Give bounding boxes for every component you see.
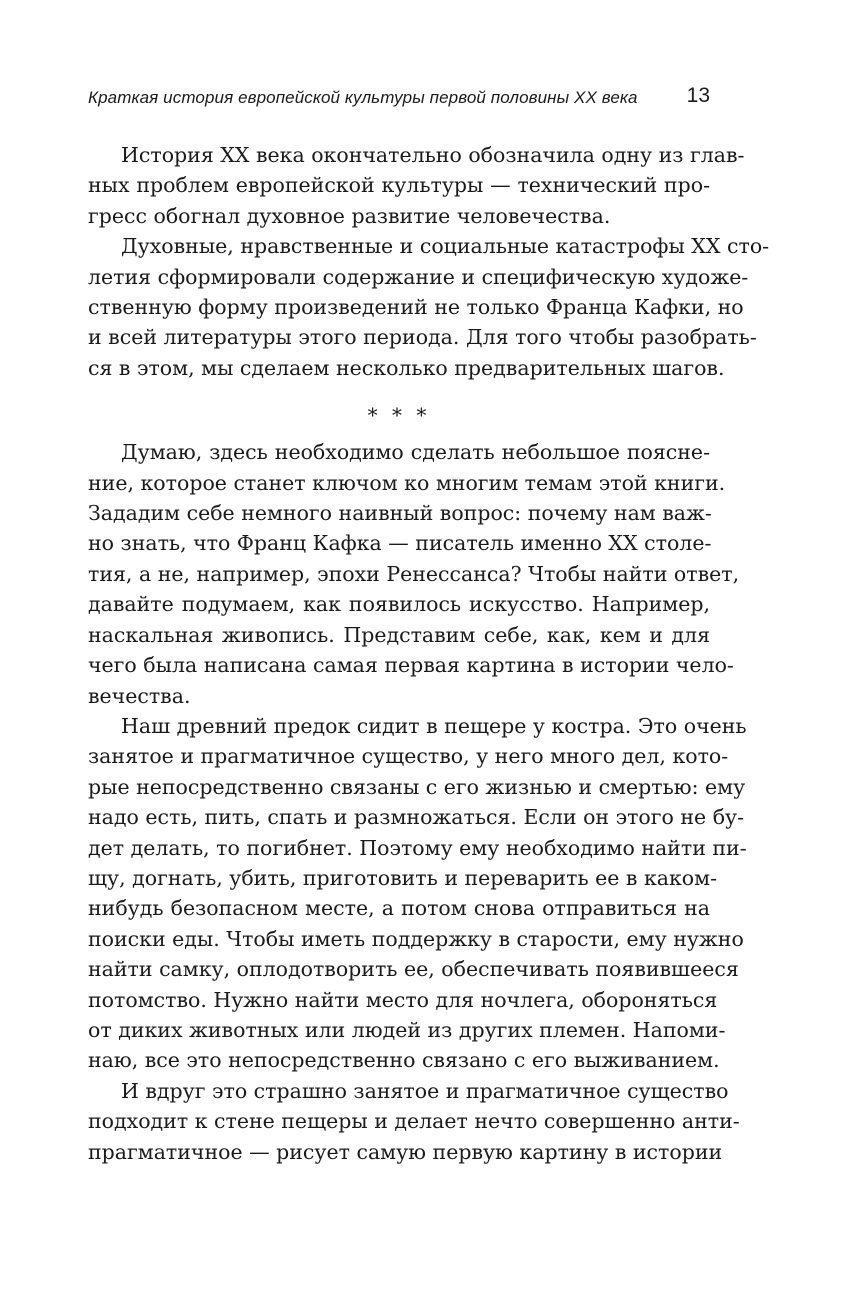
text-line: Наш древний предок сидит в пещере у костра. Это очень xyxy=(121,713,747,738)
text-line: Духовные, нравственные и социальные катастрофы XX сто- xyxy=(121,234,770,259)
text-line: прагматичное — рисует самую первую картину в истории xyxy=(88,1139,723,1164)
text-line: наскальная живопись. Представим себе, как, кем и для xyxy=(88,622,710,647)
text-line: Зададим себе немного наивный вопрос: почему нам важ- xyxy=(88,501,712,526)
text-line: поиски еды. Чтобы иметь поддержку в старости, ему нужно xyxy=(88,926,744,951)
text-line: И вдруг это страшно занятое и прагматичное существо xyxy=(121,1078,729,1103)
text-line: занятое и прагматичное существо, у него много дел, кото- xyxy=(88,744,729,769)
text-line: рые непосредственно связаны с его жизнью и смертью: ему xyxy=(88,774,746,799)
text-line: чего была написана самая первая картина в истории чело- xyxy=(88,653,734,678)
text-line: ственную форму произведений не только Франца Кафки, но xyxy=(88,295,744,320)
text-line: летия сформировали содержание и специфическую художе- xyxy=(88,264,749,289)
running-head xyxy=(88,84,710,114)
text-line: дет делать, то погибнет. Поэтому ему необходимо найти пи- xyxy=(88,835,747,860)
text-line: щу, догнать, убить, приготовить и переварить ее в каком- xyxy=(88,865,718,890)
paragraph-2 xyxy=(88,231,770,383)
text-line: ние, которое станет ключом ко многим темам этой книги. xyxy=(88,470,726,495)
running-title: Краткая история европейской культуры первой половины XX века xyxy=(88,88,638,107)
text-line: тия, а не, например, эпохи Ренессанса? Чтобы найти ответ, xyxy=(88,561,740,586)
text-line: гресс обогнал духовное развитие человечества. xyxy=(88,203,611,228)
text-line: наю, все это непосредственно связано с его выживанием. xyxy=(88,1048,720,1073)
text-line: но знать, что Франц Кафка — писатель именно XX столе- xyxy=(88,531,712,556)
text-line: подходит к стене пещеры и делает нечто совершенно анти- xyxy=(88,1109,740,1134)
text-line: Думаю, здесь необходимо сделать небольшое поясне- xyxy=(121,440,710,465)
section-separator: * * * xyxy=(367,403,431,428)
text-line: от диких животных или людей из других племен. Напоми- xyxy=(88,1017,726,1042)
text-line: давайте подумаем, как появилось искусство. Например, xyxy=(88,592,710,617)
paragraph-3 xyxy=(88,437,740,711)
text-line: История XX века окончательно обозначила одну из глав- xyxy=(121,143,745,167)
paragraph-4 xyxy=(88,711,747,1076)
text-line: ся в этом, мы сделаем несколько предварительных шагов. xyxy=(88,355,725,380)
text-line: вечества. xyxy=(88,683,191,708)
paragraph-1 xyxy=(88,140,745,231)
paragraph-5 xyxy=(88,1076,740,1167)
text-line: и всей литературы этого периода. Для того чтобы разобрать- xyxy=(88,325,757,350)
text-line: нибудь безопасном месте, а потом снова отправиться на xyxy=(88,896,710,921)
text-line: найти самку, оплодотворить ее, обеспечивать появившееся xyxy=(88,957,739,982)
text-line: ных проблем европейской культуры — технический про- xyxy=(88,173,710,198)
body-text xyxy=(88,140,770,1167)
page-number: 13 xyxy=(686,84,710,107)
text-line: потомство. Нужно найти место для ночлега, обороняться xyxy=(88,987,718,1012)
text-line: надо есть, пить, спать и размножаться. Если он этого не бу- xyxy=(88,805,745,830)
